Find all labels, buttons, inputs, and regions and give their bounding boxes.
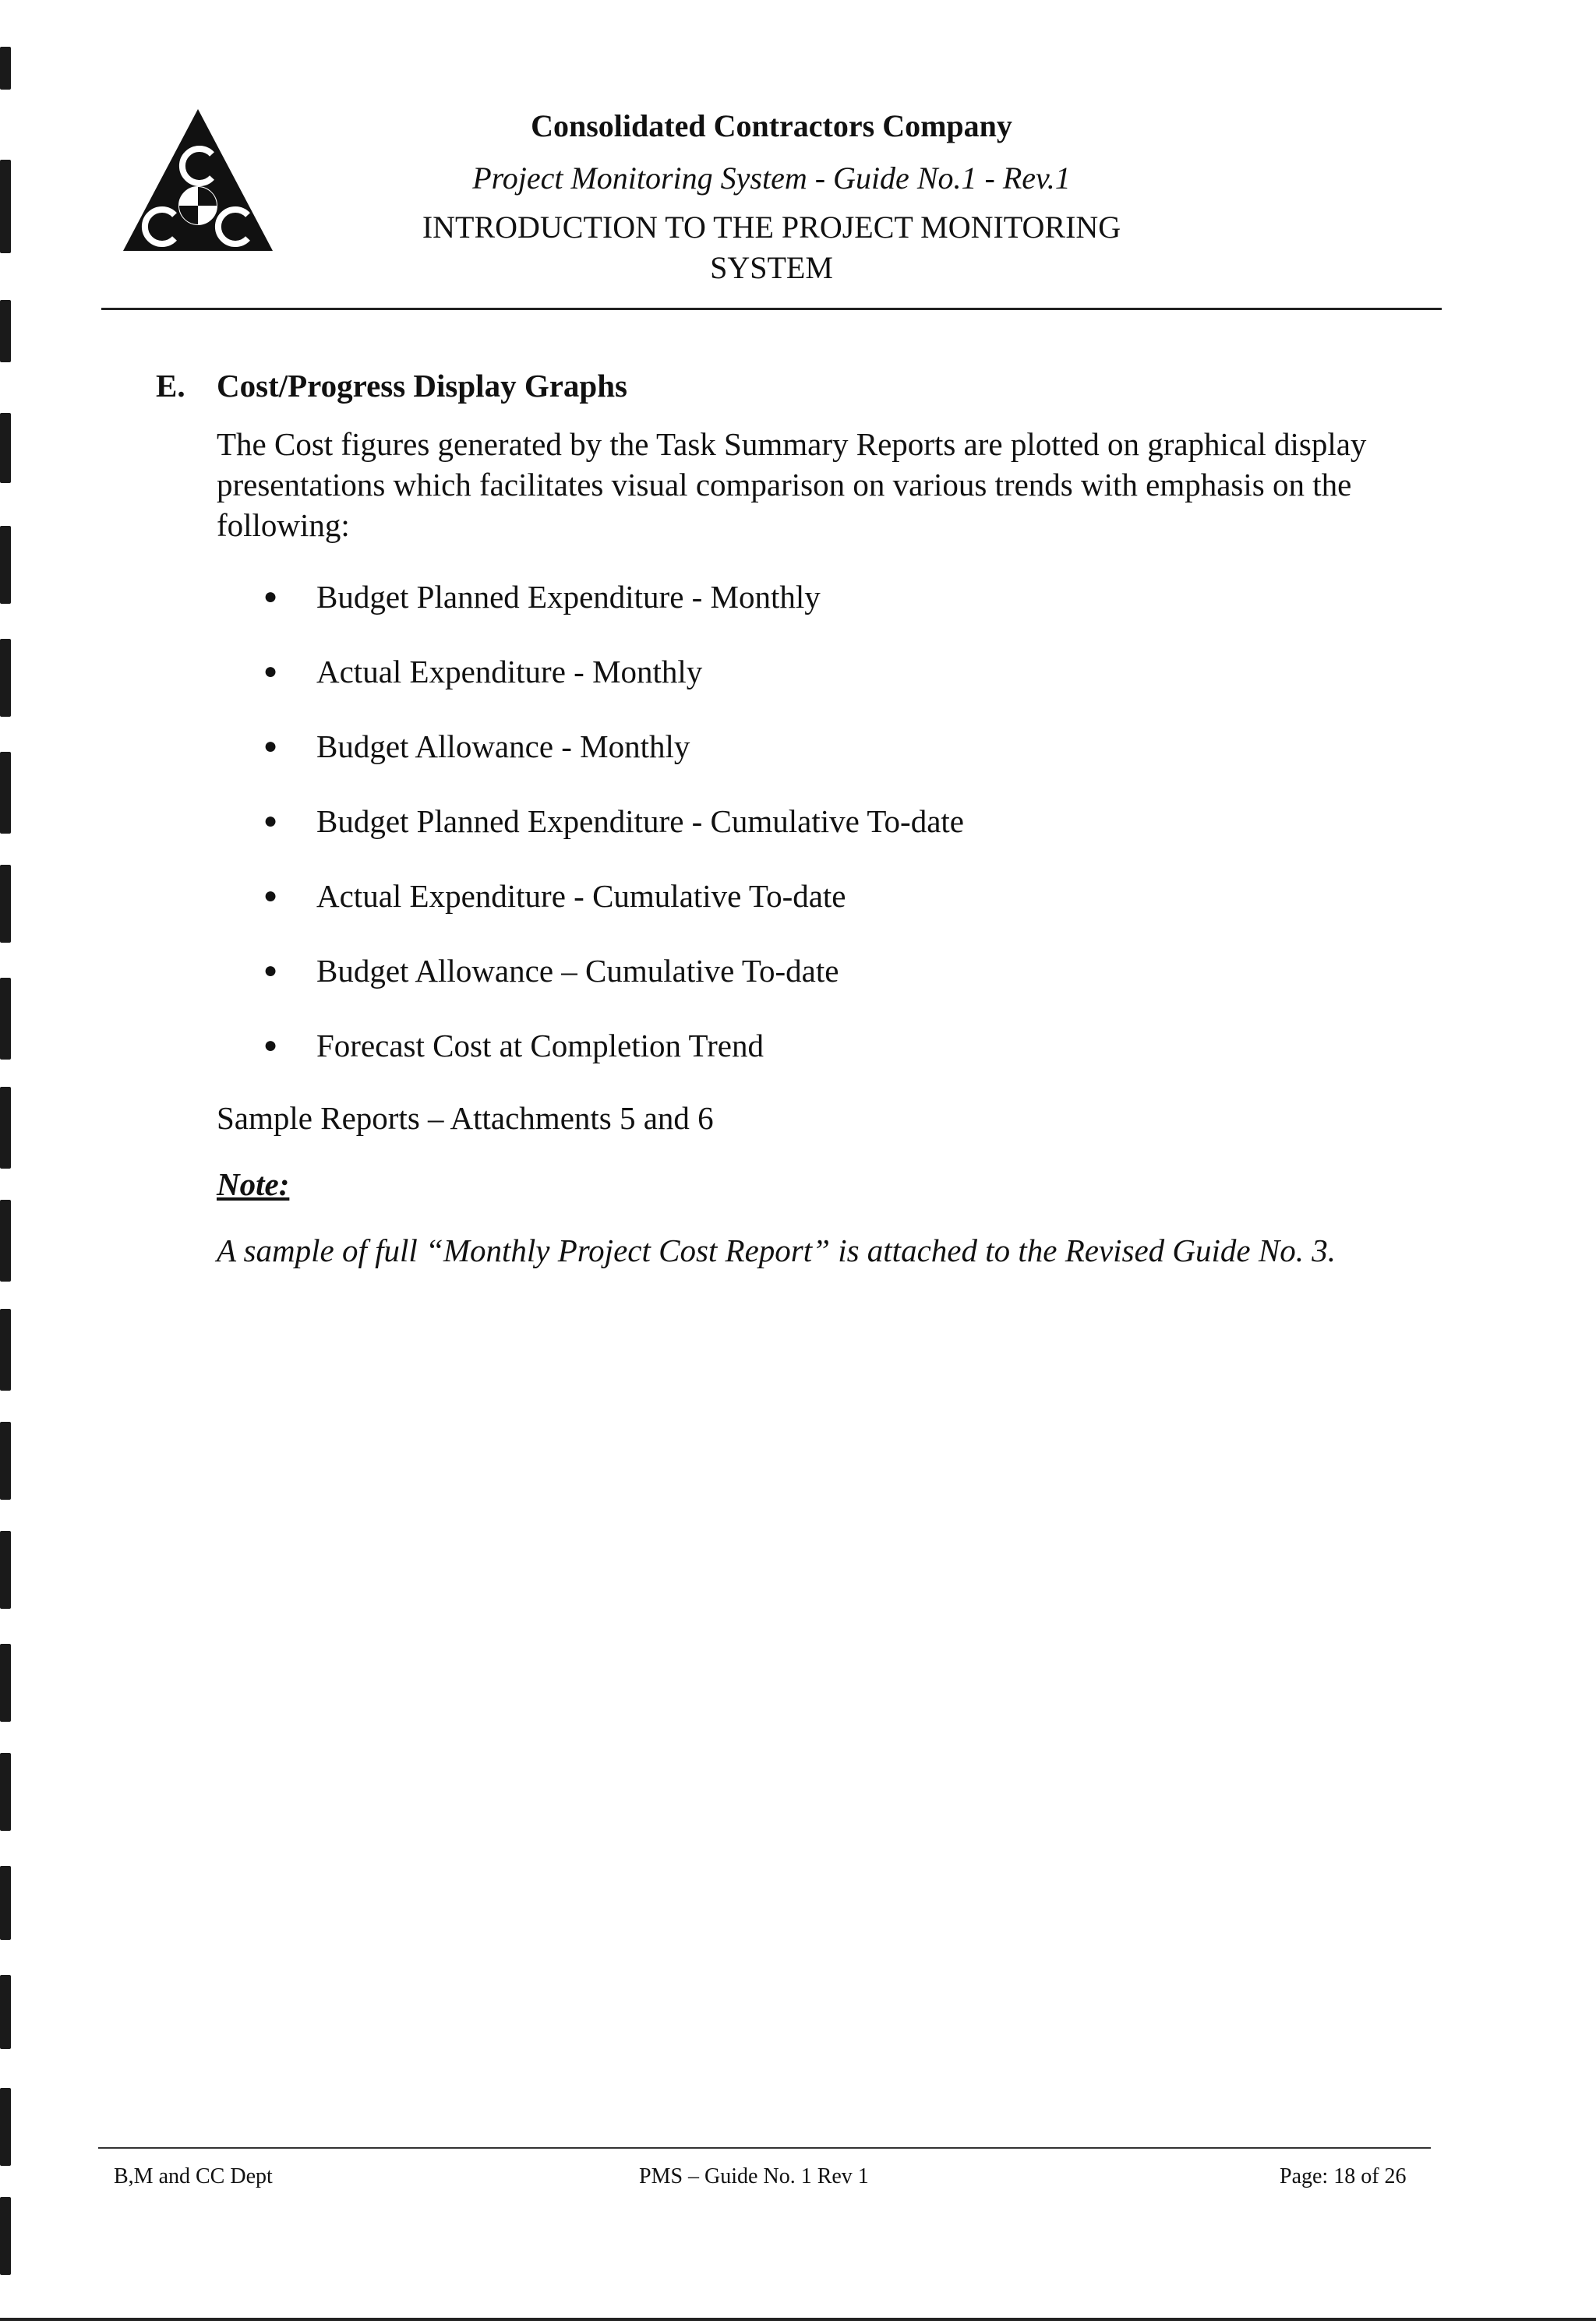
list-item	[156, 784, 1434, 859]
binding-mark	[0, 1309, 11, 1391]
binding-mark	[0, 1866, 11, 1940]
binding-mark	[0, 1644, 11, 1722]
page-header	[101, 93, 1442, 312]
bullet-icon: ●	[263, 883, 278, 908]
ccc-triangle-logo-icon	[120, 106, 276, 254]
section-title: Cost/Progress Display Graphs	[217, 368, 627, 404]
list-item	[156, 634, 1434, 709]
binding-mark	[0, 639, 11, 717]
note-text: A sample of full “Monthly Project Cost Report” is attached to the Revised Guide No. 3.	[217, 1233, 1336, 1268]
binding-mark	[0, 978, 11, 1060]
header-text	[320, 103, 1223, 288]
footer-department: B,M and CC Dept	[114, 2164, 273, 2188]
bullet-icon: ●	[263, 658, 278, 684]
binding-mark	[0, 1531, 11, 1609]
binding-mark	[0, 47, 11, 90]
header-divider	[101, 308, 1442, 310]
list-item-text: Actual Expenditure - Cumulative To-date	[316, 878, 846, 914]
list-item	[156, 709, 1434, 784]
list-item-text: Budget Allowance – Cumulative To-date	[316, 953, 839, 989]
page-bottom-edge	[0, 2318, 1596, 2321]
bullet-icon: ●	[263, 733, 278, 759]
bullet-icon: ●	[263, 1032, 278, 1058]
list-item-text: Budget Planned Expenditure - Cumulative To-date	[316, 803, 964, 839]
guide-subtitle: Project Monitoring System - Guide No.1 - Rev.1	[472, 160, 1071, 196]
binding-mark	[0, 160, 11, 253]
bullet-icon: ●	[263, 808, 278, 834]
binding-mark	[0, 2197, 11, 2275]
binding-mark	[0, 1200, 11, 1282]
section-heading	[156, 358, 1434, 413]
binding-mark	[0, 865, 11, 943]
intro-paragraph: The Cost figures generated by the Task Summary Reports are plotted on graphical display presentations which facilitates visual comparison on various trends with emphasis on the following:	[217, 426, 1367, 543]
trend-list	[156, 559, 1434, 1083]
binding-edge	[0, 0, 17, 2324]
list-item	[156, 559, 1434, 634]
binding-mark	[0, 752, 11, 834]
binding-mark	[0, 526, 11, 604]
list-item	[156, 859, 1434, 933]
footer-page-number: Page: 18 of 26	[1280, 2164, 1407, 2188]
list-item-text: Actual Expenditure - Monthly	[316, 654, 703, 689]
binding-mark	[0, 1422, 11, 1500]
bullet-icon: ●	[263, 584, 278, 609]
list-item-text: Budget Planned Expenditure - Monthly	[316, 579, 821, 615]
binding-mark	[0, 1087, 11, 1169]
footer-divider	[98, 2147, 1431, 2149]
binding-mark	[0, 1975, 11, 2049]
bullet-icon: ●	[263, 957, 278, 983]
company-name: Consolidated Contractors Company	[531, 108, 1012, 143]
sample-reports: Sample Reports – Attachments 5 and 6	[217, 1100, 714, 1136]
list-item-text: Budget Allowance - Monthly	[316, 728, 690, 764]
list-item	[156, 1008, 1434, 1083]
document-title-line-2: SYSTEM	[710, 250, 833, 285]
note-label: Note:	[217, 1166, 290, 1202]
binding-mark	[0, 300, 11, 362]
list-item	[156, 933, 1434, 1008]
document-title-line-1: INTRODUCTION TO THE PROJECT MONITORING	[422, 210, 1121, 245]
binding-mark	[0, 1753, 11, 1831]
section-letter: E.	[156, 368, 185, 404]
binding-mark	[0, 2088, 11, 2166]
binding-mark	[0, 413, 11, 483]
section-cost-progress	[156, 358, 1434, 1285]
list-item-text: Forecast Cost at Completion Trend	[316, 1028, 764, 1063]
footer-document-id: PMS – Guide No. 1 Rev 1	[639, 2164, 869, 2188]
